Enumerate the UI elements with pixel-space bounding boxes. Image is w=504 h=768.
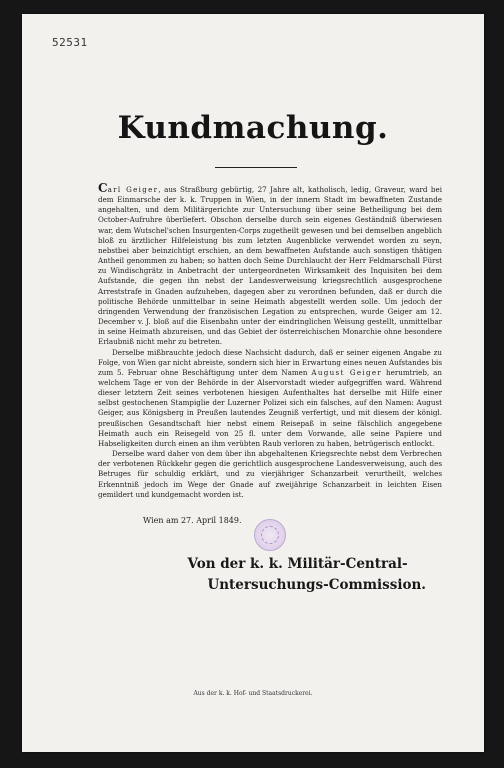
signature-line-1: Von der k. k. Militär-Central- bbox=[187, 556, 408, 572]
paragraph-1-text: , aus Straßburg gebürtig, 27 Jahre alt, katholisch, ledig, Graveur, ward bei dem Einmarsche der k. k. Truppen in Wien, in der innern Stadt im bewaffneten Zustande angehalten, und dem Militärgerichte zur Untersuchung über seine Betheiligung bei dem October-Aufruhre überliefert. Obschon derselbe durch sein eigenes Geständniß überwiesen war, dem Wutschel'schen Insurgenten-Corps zugetheilt gewesen und bei demselben angeblich bloß zu ärztlicher Hilfeleistung bis zum letzten Augenblicke verwendet worden zu seyn, nebstbei aber beinzichtigt erschien, an dem bewaffneten Aufstande auch sonstigen thätigen Antheil genommen zu haben; so hatten doch Seine Durchlaucht der Herr Feldmarschall Fürst zu Windischgrätz in Anbetracht der untergeordneten Wirksamkeit des Inquisiten bei dem Aufstande, die gegen ihn nebst der Landesverweisung kriegsrechtlich ausgesprochene Arreststrafe in Gnaden aufzuheben, dagegen aber zu verordnen befunden, daß er durch die politische Behörde unmittelbar in seine Heimath abgestellt werden solle. Um jedoch der dringenden Verwendung der französischen Legation zu entsprechen, wurde Geiger am 12. December v. J. bloß auf die Eisenbahn unter der eindringlichen Weisung gestellt, unmittelbar in seine Heimath abzureisen, und das Gebiet der österreichischen Monarchie ohne besondere Erlaubniß nicht mehr zu betreten. bbox=[98, 185, 442, 347]
title-divider bbox=[215, 167, 297, 168]
paragraph-3: Derselbe ward daher von dem über ihn abgehaltenen Kriegsrechte nebst dem Verbrechen der verbotenen Rückkehr gegen die gerichtlich ausgesprochene Landesverweisung, auch des Betruges für schuldig erklärt, und zu vierjähriger Schanzarbeit verurtheilt, welches Erkenntniß jedoch im Wege der Gnade auf zweijährige Schanzarbeit in leichten Eisen gemildert und kundgemacht worden ist. bbox=[98, 449, 442, 499]
notice-body bbox=[98, 182, 442, 500]
notice-sheet bbox=[22, 14, 484, 752]
paragraph-1 bbox=[98, 182, 442, 348]
library-stamp-seal bbox=[254, 519, 286, 551]
inventory-number: 52531 bbox=[52, 36, 88, 49]
issue-date: Wien am 27. April 1849. bbox=[143, 516, 242, 525]
alias-name: August Geiger bbox=[311, 367, 383, 377]
printer-imprint: Aus der k. k. Hof- und Staatsdruckerei. bbox=[193, 690, 313, 697]
paragraph-2-part-1: Derselbe mißbrauchte jedoch diese Nachsicht dadurch, daß er seiner eigenen Angabe zu Folge, von Wien gar nicht abreiste, sondern sich hier in Erwartung eines neuen Aufstandes bis zum 5. Februar ohne Beschäftigung unter dem Namen bbox=[98, 347, 443, 377]
person-name: arl Geiger bbox=[107, 185, 159, 194]
document-title: Kundmachung. bbox=[117, 110, 389, 146]
signature-block bbox=[187, 554, 426, 596]
paragraph-2 bbox=[98, 348, 442, 450]
paragraph-2-part-2: herumtrieb, an welchem Tage er von der Behörde in der Alservorstadt wieder aufgegriffen ward. Während dieser letztern Zeit seines verbotenen hiesigen Aufenthaltes hat derselbe mit Hilfe einer selbst gestochenen Stampiglie der Luzerner Polizei sich ein falsches, auf den Namen: August Geiger, aus Königsberg in Preußen lautendes Zeugniß verfertigt, und mit diesem der königl. preußischen Gesandtschaft hier nebst einem Reisepaß in seine fälschlich angegebene Heimath auch ein Reisegeld von 25 fl. unter dem Vorwande, alle seine Papiere und Habseligkeiten durch einen an ihm verübten Raub verloren zu haben, betrügerisch entlockt. bbox=[98, 367, 443, 448]
signature-line-2: Untersuchungs-Commission. bbox=[207, 577, 426, 593]
drop-initial: C bbox=[98, 181, 108, 195]
